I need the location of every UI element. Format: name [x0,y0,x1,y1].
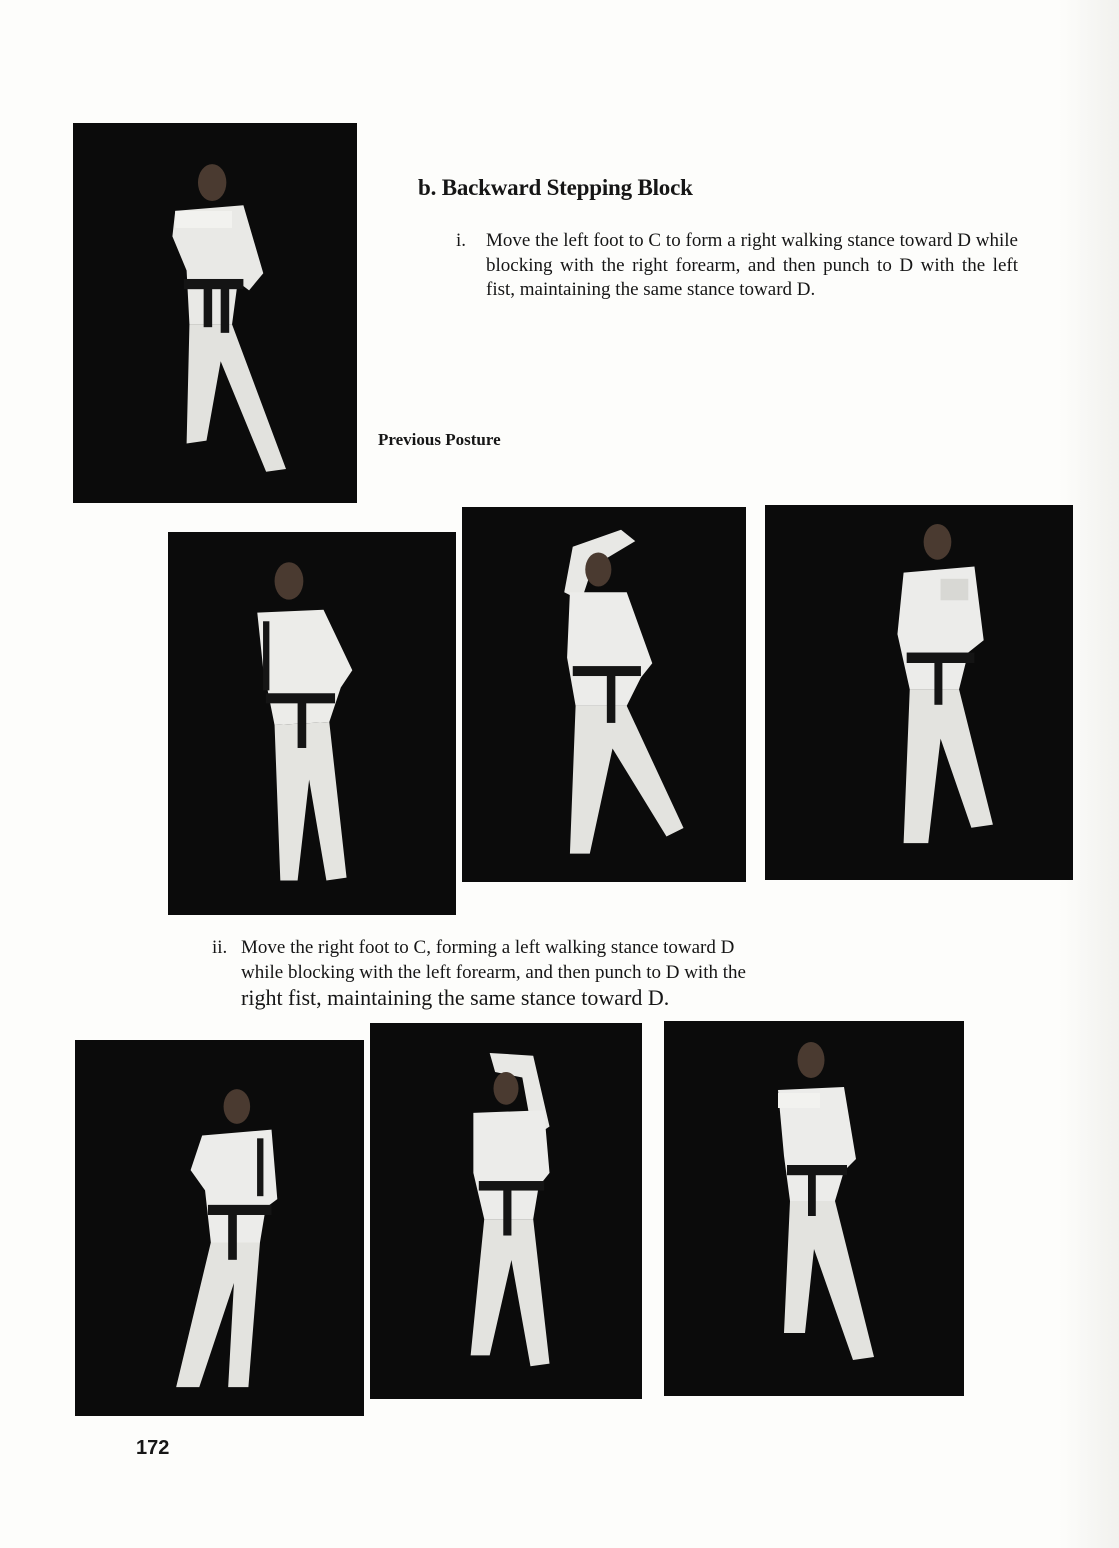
figure-punch-icon [765,505,1073,880]
step-ii-number: ii. [212,937,228,958]
photo-step-i-2 [462,507,746,882]
figure-chamber-icon [75,1040,364,1416]
photo-step-ii-3 [664,1021,964,1396]
photo-step-i-1 [168,532,456,915]
step-ii-line-2: while blocking with the left forearm, and then punch to D with the [241,962,746,983]
figure-high-block-icon [462,507,746,882]
step-ii-line-1: Move the right foot to C, forming a left walking stance toward D [241,937,735,958]
page-number: 172 [136,1437,170,1459]
photo-step-ii-2 [370,1023,642,1399]
photo-step-ii-1 [75,1040,364,1416]
figure-punch-icon [664,1021,964,1396]
figure-high-block-icon [370,1023,642,1399]
section-heading: b. Backward Stepping Block [418,175,693,200]
step-i-number: i. [456,230,467,251]
step-ii-line-3: right fist, maintaining the same stance toward D. [241,985,670,1010]
figure-punch-icon [73,123,357,503]
step-ii-text [241,935,942,1010]
step-i-text: Move the left foot to C to form a right walking stance toward D while blocking with the right forearm, and then punch to D with the left fist, maintaining the same stance toward D. [486,230,1018,300]
step-ii [212,935,942,1010]
photo-previous-posture [73,123,357,503]
previous-posture-caption: Previous Posture [378,430,501,449]
step-i [456,229,1018,303]
figure-chamber-icon [168,532,456,915]
photo-step-i-3 [765,505,1073,880]
